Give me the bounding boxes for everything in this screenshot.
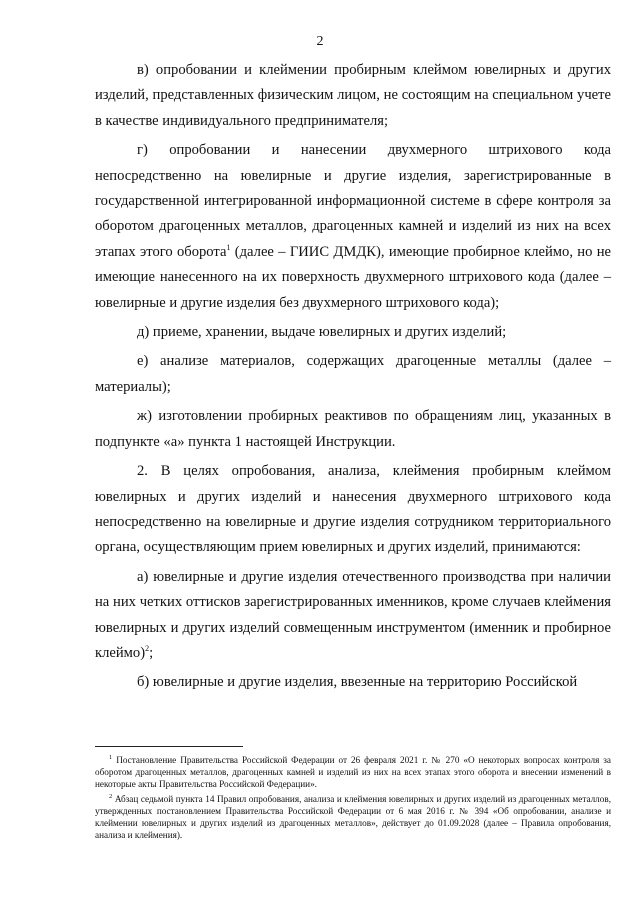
paragraph-text: ж) изготовлении пробирных реактивов по обращениям лиц, указанных в подпункте «а» пункта 1 настоящей Инструкции.	[95, 408, 611, 450]
paragraph-text-continued: (далее – ГИИС ДМДК), имеющие пробирное клеймо, но не имеющие нанесенного на их поверхность двухмерного штрихового кода (далее – ювелирные и другие изделия без двухмерного штрихового кода);	[95, 243, 611, 311]
paragraph-g	[95, 138, 611, 316]
paragraph-zh	[95, 404, 611, 455]
paragraph-text: б) ювелирные и другие изделия, ввезенные на территорию Российской	[137, 674, 578, 691]
footnote-2	[95, 793, 611, 841]
page-number: 2	[316, 34, 324, 49]
paragraph-d	[95, 320, 611, 345]
footnotes	[95, 754, 611, 844]
footnote-separator	[95, 746, 243, 747]
footnote-text: Постановление Правительства Российской Федерации от 26 февраля 2021 г. № 270 «О некоторых вопросах контроля за оборотом драгоценных металлов, драгоценных камней и изделий из них на всех этапах этого оборота и внесении изменений в некоторые акты Правительства Российской Федерации».	[95, 755, 611, 789]
paragraph-2a	[95, 565, 611, 667]
paragraph-text: е) анализе материалов, содержащих драгоценные металлы (далее – материалы);	[95, 353, 611, 395]
paragraph-v	[95, 58, 611, 134]
footnote-ref-1[interactable]: 1	[226, 242, 231, 252]
paragraph-text: г) опробовании и нанесении двухмерного штрихового кода непосредственно на ювелирные и другие изделия, зарегистрированные в государственной интегрированной информационной системе в сфере контроля за оборотом драгоценных металлов, драгоценных камней и изделий из них на всех этапах этого оборота	[95, 142, 611, 260]
paragraph-text: в) опробовании и клеймении пробирным клеймом ювелирных и других изделий, представленных физическим лицом, не состоящим на специальном учете в качестве индивидуального предпринимателя;	[95, 62, 611, 129]
footnote-marker: 2	[109, 792, 113, 800]
paragraph-text: 2. В целях опробования, анализа, клеймения пробирным клеймом ювелирных и других изделий и нанесения двухмерного штрихового кода непосредственно на ювелирные и другие изделия сотрудником территориального органа, осуществляющим прием ювелирных и других изделий, принимаются:	[95, 463, 611, 556]
footnote-marker: 1	[109, 753, 113, 761]
paragraph-2	[95, 459, 611, 561]
paragraph-2b	[95, 670, 611, 695]
paragraph-text: д) приеме, хранении, выдаче ювелирных и других изделий;	[137, 324, 507, 341]
footnote-ref-2[interactable]: 2	[145, 644, 150, 654]
document-body	[95, 58, 611, 696]
paragraph-text: а) ювелирные и другие изделия отечественного производства при наличии на них четких оттисков зарегистрированных именников, кроме случаев клеймения ювелирных и других изделий совмещенным инструментом (именник и пробирное клеймо)	[95, 568, 611, 661]
footnote-text: Абзац седьмой пункта 14 Правил опробования, анализа и клеймения ювелирных и других изделий из драгоценных металлов, утвержденных постановлением Правительства Российской Федерации от 6 мая 2016 г. № 394 «Об опробовании, анализе и клеймении ювелирных и других изделий из драгоценных металлов», действует до 01.09.2028 (далее – Правила опробования, анализа и клеймения).	[95, 794, 611, 840]
paragraph-text-continued: ;	[149, 644, 154, 661]
paragraph-e	[95, 349, 611, 400]
footnote-1	[95, 754, 611, 790]
